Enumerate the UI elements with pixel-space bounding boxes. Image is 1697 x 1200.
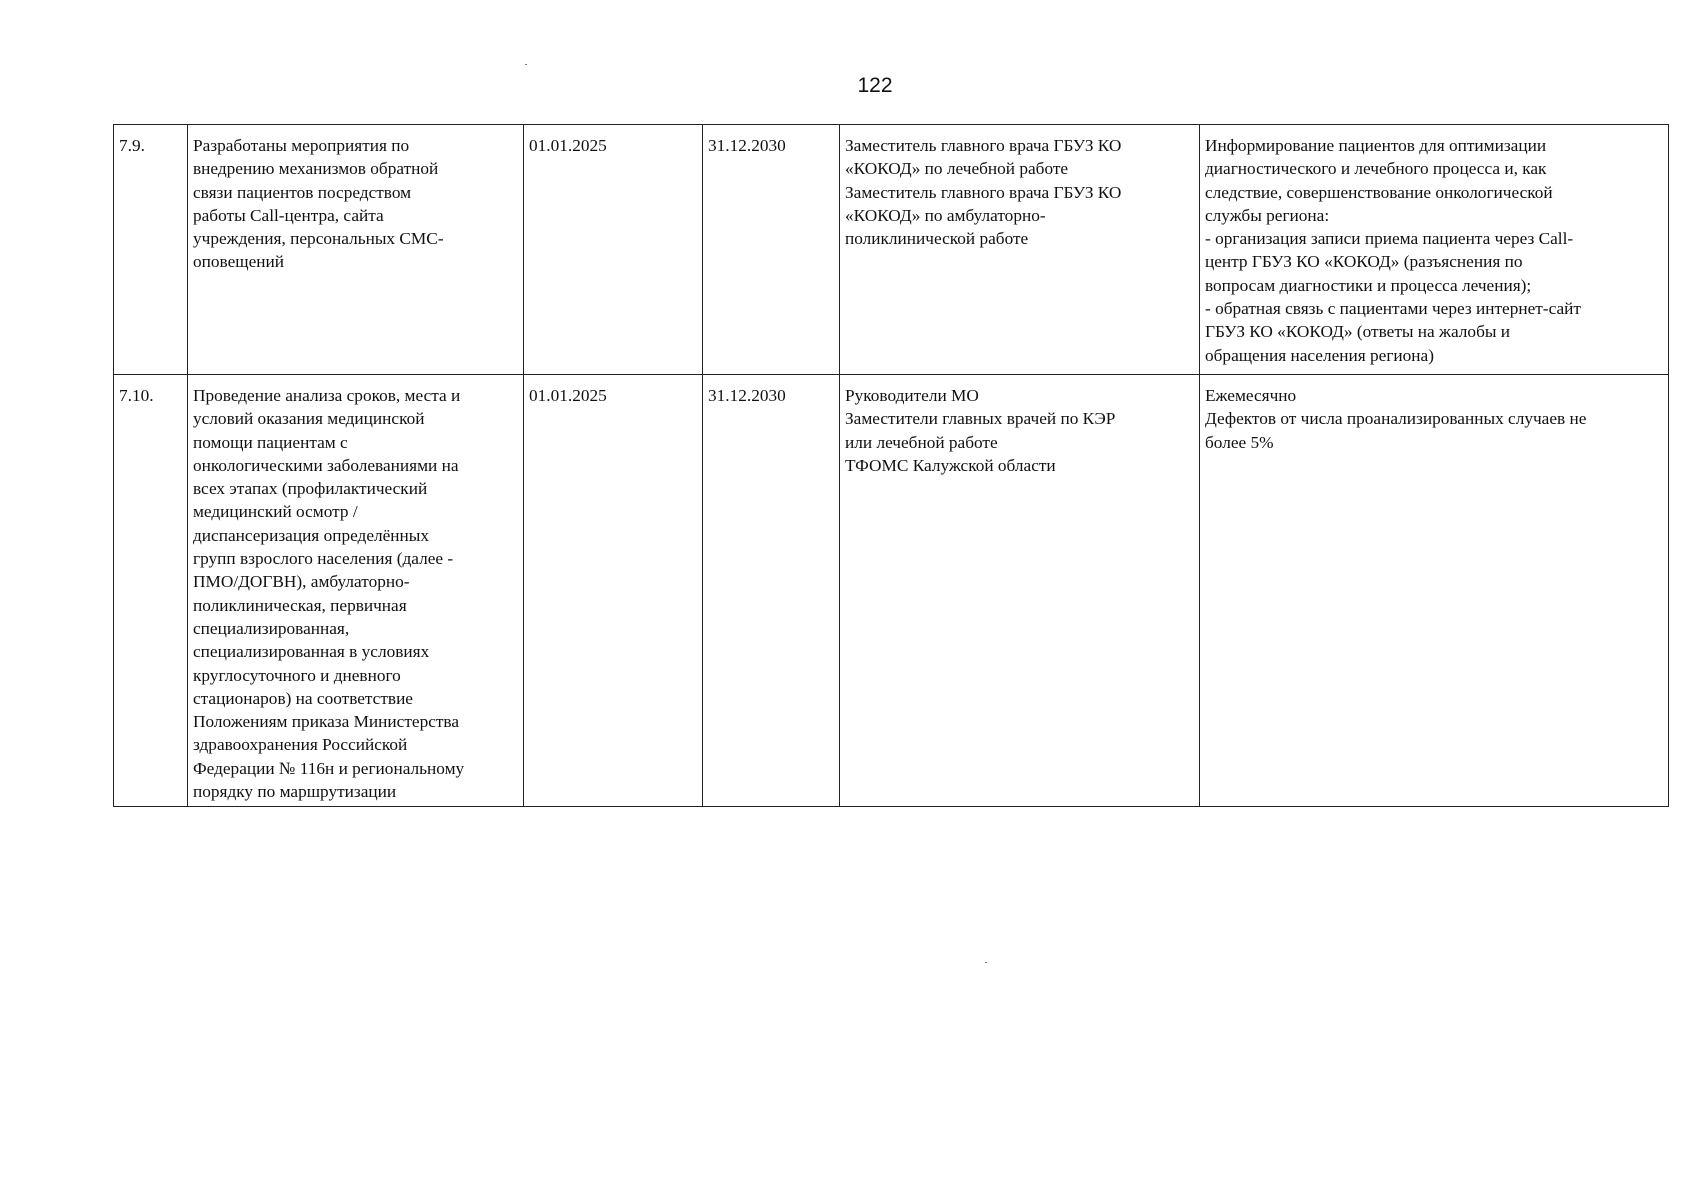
text-line: Заместитель главного врача ГБУЗ КО (845, 182, 1122, 202)
text-line: вопросам диагностики и процесса лечения); (1205, 275, 1532, 295)
text-line: внедрению механизмов обратной (193, 159, 439, 179)
text-line: центр ГБУЗ КО «КОКОД» (разъяснения по (1205, 252, 1523, 272)
text-line: помощи пациентам с (193, 432, 348, 452)
table-row (114, 125, 1669, 375)
row-number-cell: 7.9. (114, 125, 188, 375)
text-line: ТФОМС Калужской области (845, 455, 1056, 475)
text-line: здравоохранения Российской (193, 735, 408, 755)
scan-speck (525, 64, 527, 65)
text-line: ПМО/ДОГВН), амбулаторно- (193, 572, 410, 592)
text-line: онкологическими заболеваниями на (193, 455, 459, 475)
text-line: Заместители главных врачей по КЭР (845, 409, 1116, 429)
text-line: связи пациентов посредством (193, 182, 412, 202)
action-plan-table (113, 124, 1669, 807)
text-line: - обратная связь с пациентами через интернет-сайт (1205, 299, 1581, 319)
text-line: условий оказания медицинской (193, 409, 425, 429)
table-row (114, 375, 1669, 807)
text-line: диспансеризация определённых (193, 525, 430, 545)
text-line: стационаров) на соответствие (193, 688, 413, 708)
text-line: обращения населения региона) (1205, 345, 1434, 365)
text-line: круглосуточного и дневного (193, 665, 401, 685)
text-line: Разработаны мероприятия по (193, 136, 410, 155)
start-date-cell: 01.01.2025 (524, 125, 703, 375)
text-line: Ежемесячно (1205, 386, 1297, 405)
end-date-cell: 31.12.2030 (703, 375, 840, 807)
text-line: специализированная в условиях (193, 642, 430, 662)
text-line: оповещений (193, 252, 284, 272)
start-date-cell: 01.01.2025 (524, 375, 703, 807)
text-line: «КОКОД» по амбулаторно- (845, 205, 1046, 225)
text-line: ГБУЗ КО «КОКОД» (ответы на жалобы и (1205, 322, 1511, 342)
responsible-cell (840, 375, 1200, 807)
text-line: медицинский осмотр / (193, 502, 358, 522)
text-line: Дефектов от числа проанализированных случаев не (1205, 409, 1587, 429)
end-date-cell: 31.12.2030 (703, 125, 840, 375)
text-line: более 5% (1205, 432, 1274, 452)
text-line: поликлиническая, первичная (193, 595, 407, 615)
expected-result-cell (1200, 125, 1669, 375)
text-line: службы региона: (1205, 205, 1330, 225)
text-line: или лечебной работе (845, 432, 998, 452)
text-line: Заместитель главного врача ГБУЗ КО (845, 136, 1122, 155)
text-line: поликлинической работе (845, 229, 1029, 249)
text-line: работы Call-центра, сайта (193, 205, 384, 225)
page-number: 122 (857, 74, 893, 97)
text-line: Проведение анализа сроков, места и (193, 386, 461, 405)
text-line: специализированная, (193, 618, 350, 638)
text-line: Федерации № 116н и региональному (193, 758, 465, 778)
text-line: следствие, совершенствование онкологической (1205, 182, 1553, 202)
event-description-cell (188, 125, 524, 375)
text-line: Положениям приказа Министерства (193, 712, 460, 732)
text-line: групп взрослого населения (далее - (193, 549, 454, 569)
row-number-cell: 7.10. (114, 375, 188, 807)
event-description-cell (188, 375, 524, 807)
text-line: диагностического и лечебного процесса и, как (1205, 159, 1547, 179)
text-line: Информирование пациентов для оптимизации (1205, 136, 1547, 155)
responsible-cell (840, 125, 1200, 375)
text-line: учреждения, персональных СМС- (193, 229, 444, 249)
text-line: порядку по маршрутизации (193, 782, 397, 802)
text-line: Руководители МО (845, 386, 979, 405)
text-line: всех этапах (профилактический (193, 479, 428, 499)
expected-result-cell (1200, 375, 1669, 807)
text-line: - организация записи приема пациента через Call- (1205, 229, 1574, 249)
text-line: «КОКОД» по лечебной работе (845, 159, 1069, 179)
scan-speck (985, 962, 987, 963)
